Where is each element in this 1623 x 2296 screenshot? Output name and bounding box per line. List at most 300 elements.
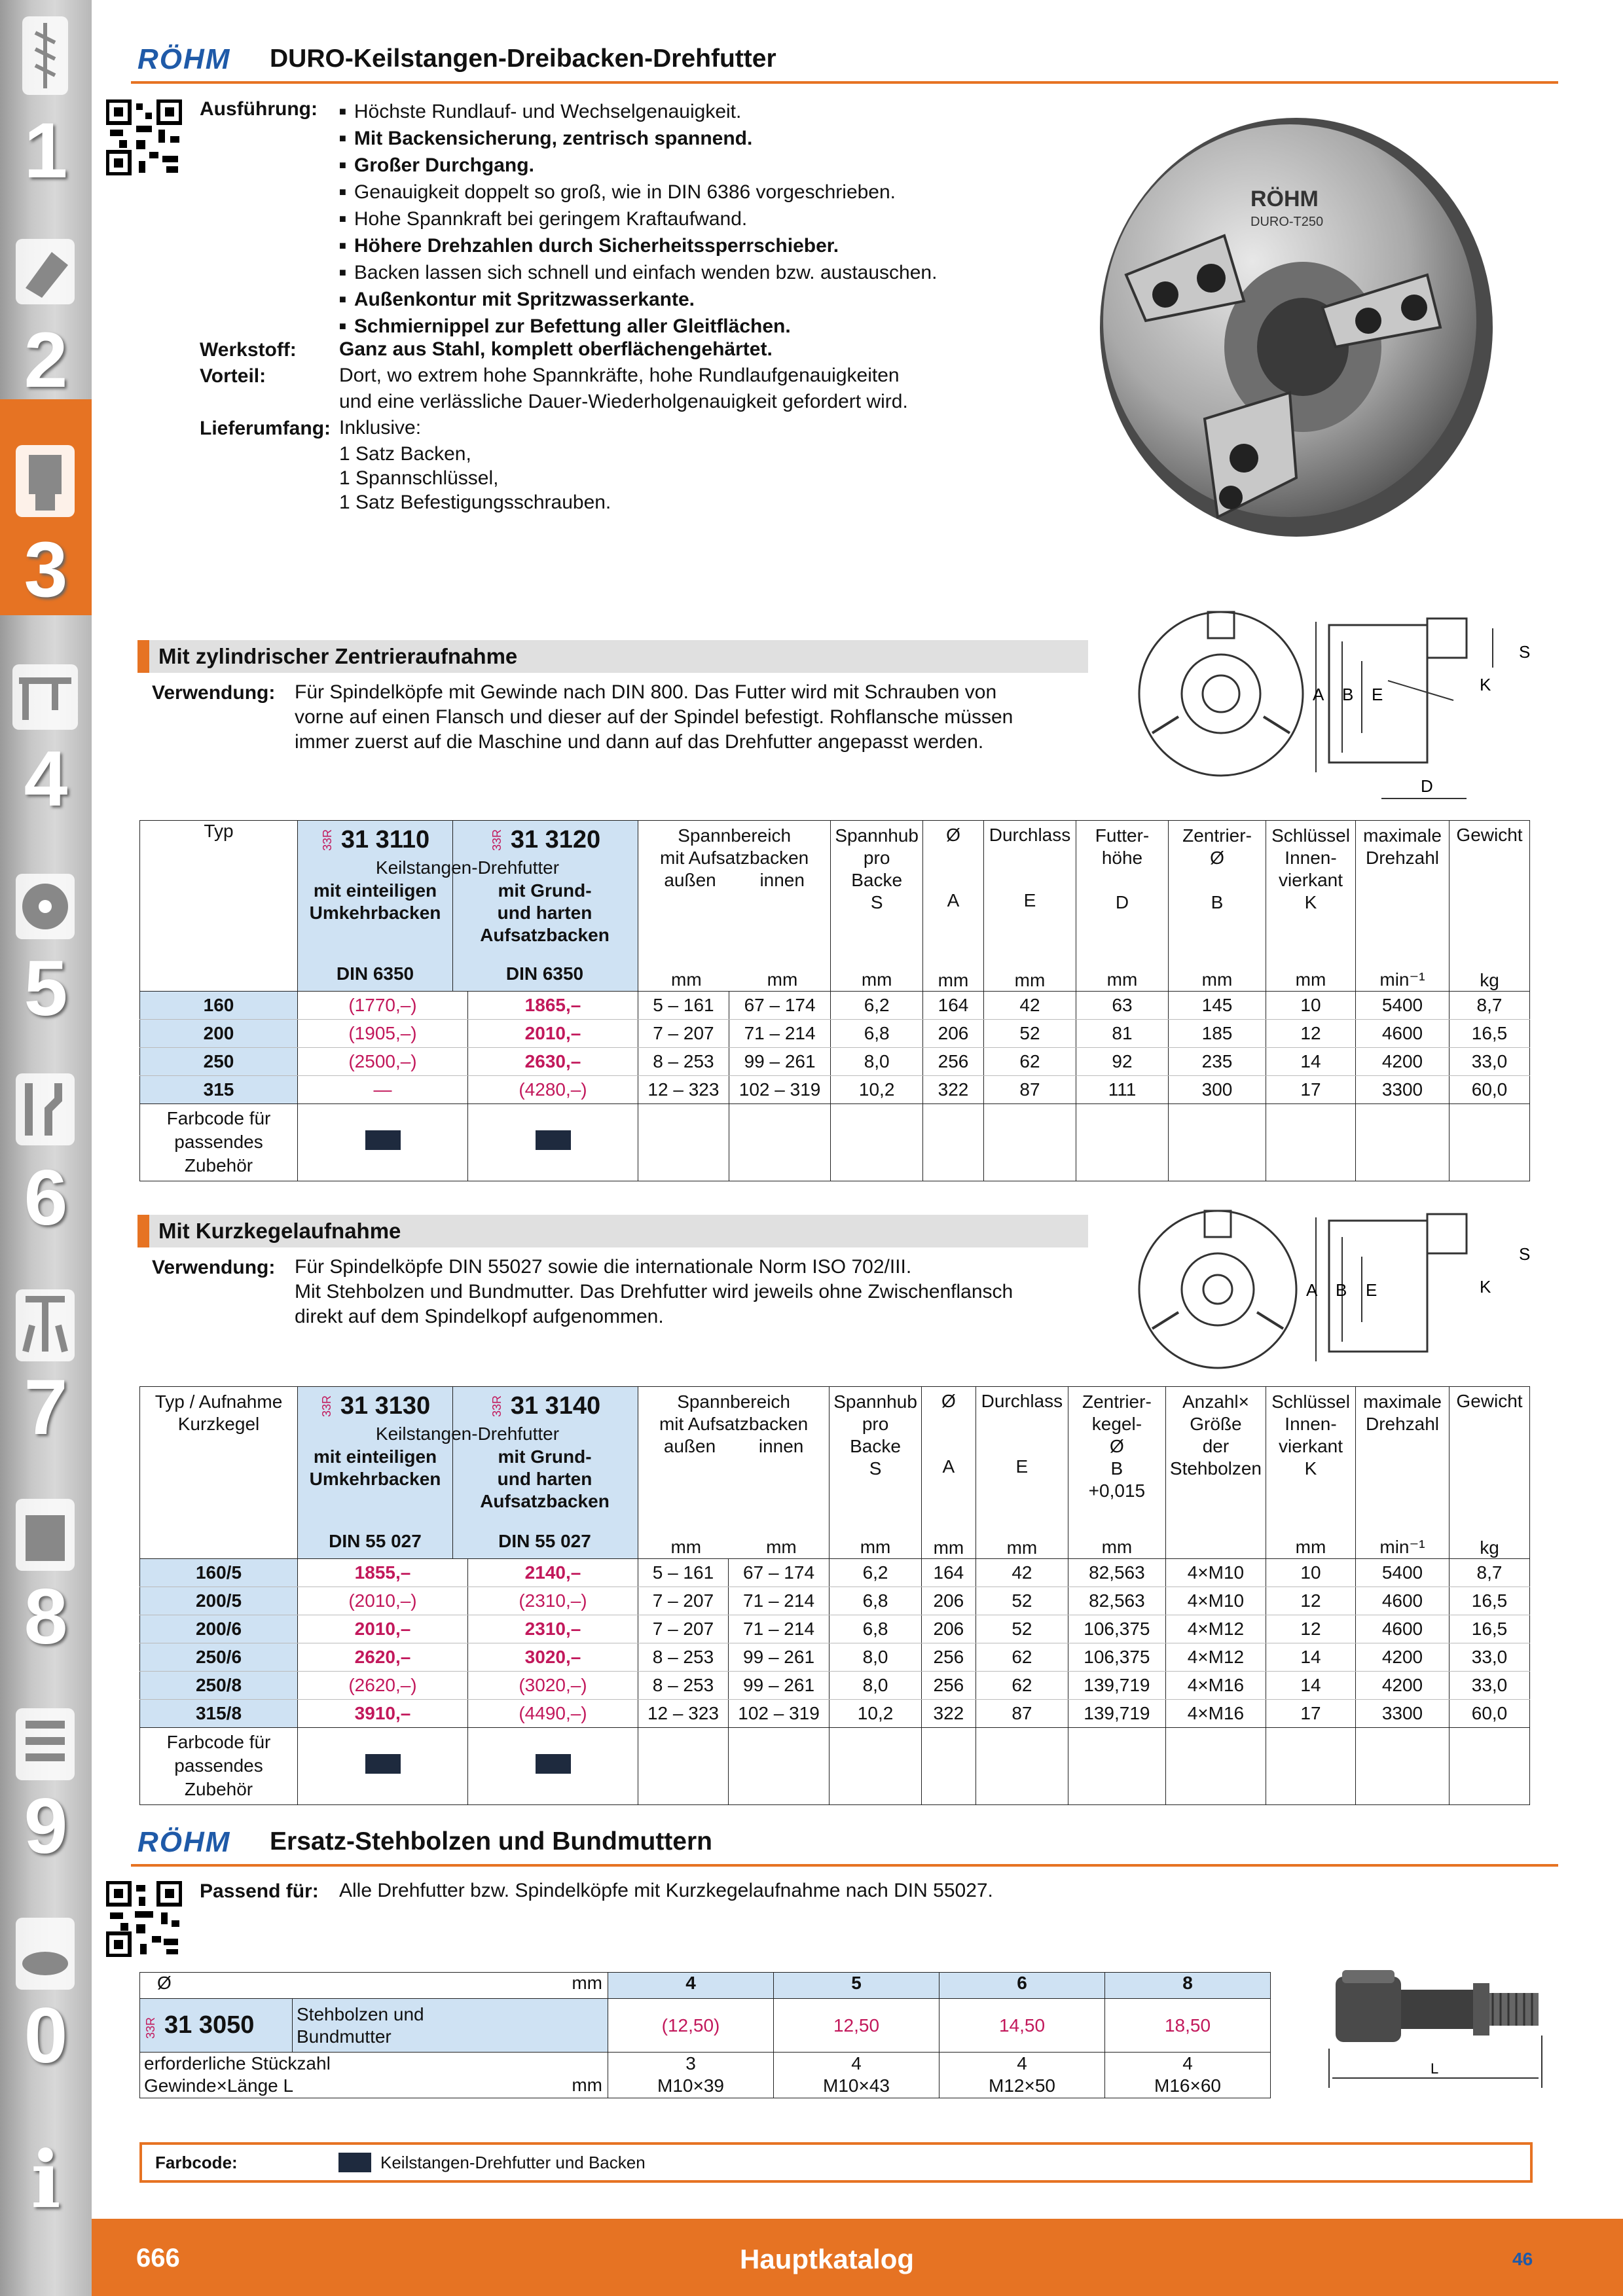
table-cell: 111: [1076, 1076, 1169, 1104]
table-cell: 4200: [1356, 1048, 1450, 1076]
feature-item: ■ Backen lassen sich schnell und einfach wenden bzw. austauschen.: [339, 259, 937, 286]
footer-index: 46: [1512, 2249, 1533, 2269]
liefer-line-3: 1 Spannschlüssel,: [339, 467, 499, 489]
row-type: 315/8: [140, 1700, 298, 1728]
table-cell: 62: [976, 1672, 1068, 1700]
table-cell: 3300: [1356, 1076, 1450, 1104]
chapter-6-number[interactable]: 6: [24, 1154, 68, 1242]
chuck-brand-text: RÖHM: [1250, 187, 1319, 211]
table-cell: 106,375: [1068, 1615, 1165, 1643]
stb-price-1: (12,50): [608, 1999, 774, 2053]
roehm-logo: RÖHM: [137, 43, 231, 75]
kurz-th-schl: Schlüssel Innen- vierkant K mm: [1266, 1387, 1356, 1559]
table-cell: 14: [1266, 1643, 1356, 1672]
table-cell: 8,0: [830, 1672, 922, 1700]
zyl-innen: innen: [759, 870, 805, 890]
stb-desc: Stehbolzen und Bundmutter: [293, 1999, 608, 2053]
table-cell: 10: [1266, 1559, 1356, 1587]
werkstoff-value: Ganz aus Stahl, komplett oberflächengehärtet.: [339, 338, 773, 360]
stb-stk-2: 4: [851, 2053, 862, 2073]
chapter-5-number[interactable]: 5: [24, 944, 68, 1032]
feature-item: ■ Höhere Drehzahlen durch Sicherheitssperrschieber.: [339, 232, 937, 259]
table-cell: 4×M10: [1165, 1587, 1266, 1615]
row-type: 200/6: [140, 1615, 298, 1643]
kurz-th-max: maximale Drehzahl min⁻¹: [1356, 1387, 1450, 1559]
stb-gew-4: M16×60: [1154, 2075, 1221, 2096]
zyl-farb-label: Farbcode für passendes Zubehör: [140, 1104, 298, 1181]
table-cell: 6,8: [831, 1020, 923, 1048]
table-cell: (1905,–): [298, 1020, 468, 1048]
stb-stk-3: 4: [1017, 2053, 1027, 2073]
table-cell: 1865,–: [468, 992, 638, 1020]
table-row: [140, 1020, 1530, 1048]
zyl-v2a: mit Grund-: [498, 880, 592, 901]
kurz-verwendung-3: direkt auf dem Spindelkopf aufgenommen.: [295, 1306, 664, 1327]
table-cell: 16,5: [1450, 1615, 1530, 1643]
chapter-2-number[interactable]: 2: [24, 316, 68, 404]
zyl-dim-s: S: [1519, 642, 1531, 662]
vorteil-label: Vorteil:: [200, 365, 266, 387]
table-cell: 4600: [1356, 1615, 1450, 1643]
table-cell: 7 – 207: [638, 1615, 729, 1643]
table-cell: 14: [1266, 1048, 1356, 1076]
table-cell: 3300: [1356, 1700, 1450, 1728]
ausfuehrung-label: Ausführung:: [200, 98, 318, 120]
stb-gew-label: Gewinde×Länge L: [144, 2075, 294, 2096]
table-cell: 106,375: [1068, 1643, 1165, 1672]
zyl-swatch-1: [365, 1130, 401, 1150]
table-cell: 60,0: [1450, 1076, 1530, 1104]
row-type: 315: [140, 1076, 298, 1104]
kurz-verwendung-label: Verwendung:: [152, 1257, 276, 1278]
table-cell: 256: [921, 1643, 976, 1672]
zyl-v2c: Aufsatzbacken: [480, 925, 610, 945]
zyl-table: [139, 820, 1530, 1181]
table-cell: 10,2: [830, 1700, 922, 1728]
table-cell: 4200: [1356, 1672, 1450, 1700]
zyl-technical-drawing: [1126, 602, 1545, 805]
zyl-v1b: Umkehrbacken: [309, 903, 441, 923]
qr-code-icon[interactable]: [106, 99, 182, 175]
table-cell: 2010,–: [298, 1615, 468, 1643]
table-cell: 42: [976, 1559, 1068, 1587]
chapter-sidebar: [0, 0, 92, 2296]
zyl-th-spann: [638, 821, 831, 992]
feature-item: ■ Außenkontur mit Spritzwasserkante.: [339, 286, 937, 313]
table-row: [140, 1587, 1530, 1615]
table-cell: 8,0: [830, 1643, 922, 1672]
zyl-tag-1: 33R: [320, 829, 334, 852]
table-cell: 71 – 214: [728, 1587, 829, 1615]
footer-bar: [92, 2219, 1623, 2296]
info-icon[interactable]: i: [31, 2133, 61, 2226]
table-cell: 4600: [1356, 1587, 1450, 1615]
zyl-v1a: mit einteiligen: [313, 880, 437, 901]
table-cell: 2140,–: [468, 1559, 638, 1587]
stb-stk-4: 4: [1182, 2053, 1193, 2073]
stb-label-cell: [140, 2053, 608, 2098]
table-cell: (2010,–): [298, 1587, 468, 1615]
kurz-dim-e: E: [1366, 1280, 1377, 1300]
zyl-th-typ: Typ: [140, 821, 298, 992]
werkstoff-label: Werkstoff:: [200, 339, 297, 361]
kurz-farb-row: [140, 1728, 1530, 1805]
table-cell: 33,0: [1450, 1048, 1530, 1076]
table-cell: 6,2: [831, 992, 923, 1020]
zyl-aussen: außen: [664, 870, 716, 890]
table-cell: 322: [921, 1700, 976, 1728]
table-cell: 8,7: [1450, 992, 1530, 1020]
zyl-verwendung-3: immer zuerst auf die Maschine und dann auf das Drehfutter angepasst werden.: [295, 731, 984, 753]
row-type: 200/5: [140, 1587, 298, 1615]
kurz-technical-drawing: [1126, 1198, 1545, 1374]
table-cell: 6,2: [830, 1559, 922, 1587]
table-cell: 145: [1169, 992, 1266, 1020]
table-cell: 12: [1266, 1587, 1356, 1615]
kurz-th-typ: Typ / Aufnahme Kurzkegel: [140, 1387, 298, 1559]
stb-price-3: 14,50: [939, 1999, 1105, 2053]
table-cell: 4×M16: [1165, 1672, 1266, 1700]
table-cell: 256: [923, 1048, 984, 1076]
zyl-dim-a: A: [1313, 685, 1324, 704]
table-cell: 14: [1266, 1672, 1356, 1700]
zyl-farb-row: [140, 1104, 1530, 1181]
table-cell: 42: [984, 992, 1076, 1020]
table-cell: 4×M16: [1165, 1700, 1266, 1728]
feature-list: [339, 98, 937, 340]
vorteil-line-1: Dort, wo extrem hohe Spannkräfte, hohe Rundlaufgenauigkeiten: [339, 365, 900, 386]
stb-nr: 31 3050: [164, 2011, 255, 2039]
stb-gew-3: M12×50: [989, 2075, 1055, 2096]
table-cell: 87: [984, 1076, 1076, 1104]
drill-icon[interactable]: [7, 7, 84, 105]
table-cell: 8,0: [831, 1048, 923, 1076]
table-cell: 5 – 161: [638, 1559, 729, 1587]
table-cell: 87: [976, 1700, 1068, 1728]
zyl-spann-2: mit Aufsatzbacken: [660, 848, 809, 868]
table-cell: —: [298, 1076, 468, 1104]
table-cell: 3910,–: [298, 1700, 468, 1728]
zyl-din2: DIN 6350: [505, 963, 584, 984]
zyl-keil-label: Keilstangen-Drehfutter: [375, 857, 560, 878]
zyl-th-schl: Schlüssel Innen- vierkant K mm: [1266, 821, 1356, 992]
zyl-th-zentr: Zentrier- Ø B mm: [1169, 821, 1266, 992]
kurz-verwendung-1: Für Spindelköpfe DIN 55027 sowie die internationale Norm ISO 702/III.: [295, 1256, 912, 1278]
stb-stk-label: erforderliche Stückzahl: [144, 2053, 331, 2073]
stb-gew-unit: mm: [572, 2075, 602, 2095]
table-cell: 3020,–: [468, 1643, 638, 1672]
section-title-2: Ersatz-Stehbolzen und Bundmuttern: [270, 1827, 712, 1856]
zyl-v2b: und harten: [497, 903, 593, 923]
table-cell: 8 – 253: [638, 1048, 729, 1076]
table-cell: 12: [1266, 1020, 1356, 1048]
liefer-line-2: 1 Satz Backen,: [339, 443, 471, 465]
table-cell: 2310,–: [468, 1615, 638, 1643]
table-cell: 8 – 253: [638, 1672, 729, 1700]
kurz-th-anz: Anzahl× Größe der Stehbolzen: [1165, 1387, 1266, 1559]
zyl-subheading: Mit zylindrischer Zentrieraufnahme: [137, 640, 1088, 673]
zyl-spann-1: Spannbereich: [678, 825, 792, 846]
table-cell: 4600: [1356, 1020, 1450, 1048]
table-cell: 256: [921, 1672, 976, 1700]
kurz-th-zentr: Zentrier- kegel- Ø B +0,015 mm: [1068, 1387, 1165, 1559]
kurz-dim-a: A: [1306, 1280, 1318, 1300]
chapter-3-number[interactable]: 3: [24, 526, 68, 613]
kurz-keil-label: Keilstangen-Drehfutter: [375, 1424, 560, 1444]
row-type: 250/6: [140, 1643, 298, 1672]
table-cell: (4490,–): [468, 1700, 638, 1728]
table-cell: 67 – 174: [729, 992, 830, 1020]
table-cell: 5400: [1356, 992, 1450, 1020]
table-cell: 99 – 261: [729, 1048, 830, 1076]
table-cell: (2620,–): [298, 1672, 468, 1700]
table-cell: 62: [984, 1048, 1076, 1076]
table-cell: 12 – 323: [638, 1076, 729, 1104]
table-cell: 5400: [1356, 1559, 1450, 1587]
table-cell: 52: [984, 1020, 1076, 1048]
chapter-9-number[interactable]: 9: [24, 1782, 68, 1870]
chuck-icon[interactable]: [7, 432, 84, 530]
kurz-dim-s: S: [1519, 1244, 1531, 1264]
zyl-swatch-2: [536, 1130, 571, 1150]
table-cell: 12 – 323: [638, 1700, 729, 1728]
chapter-8-number[interactable]: 8: [24, 1573, 68, 1660]
kurz-dim-b: B: [1336, 1280, 1347, 1300]
kurz-th-durch: Durchlass E mm: [976, 1387, 1068, 1559]
feature-item: ■ Höchste Rundlauf- und Wechselgenauigkeit.: [339, 98, 937, 125]
table-cell: 16,5: [1450, 1587, 1530, 1615]
table-cell: 4×M10: [1165, 1559, 1266, 1587]
table-cell: 8,7: [1450, 1559, 1530, 1587]
table-cell: 7 – 207: [638, 1587, 729, 1615]
liefer-line-4: 1 Satz Befestigungsschrauben.: [339, 492, 611, 513]
zyl-th-durch: Durchlass E mm: [984, 821, 1076, 992]
kurz-th-gew: Gewicht kg: [1450, 1387, 1530, 1559]
table-cell: 185: [1169, 1020, 1266, 1048]
stb-size-1: 4: [608, 1973, 774, 1999]
farbcode-swatch: [338, 2153, 371, 2172]
stehbolzen-table: [139, 1972, 1271, 2098]
table-cell: 6,8: [830, 1615, 922, 1643]
table-cell: 12: [1266, 1615, 1356, 1643]
zyl-u1: mm: [671, 969, 702, 990]
row-type: 250/8: [140, 1672, 298, 1700]
table-cell: 6,8: [830, 1587, 922, 1615]
insert-icon[interactable]: [7, 223, 84, 321]
kurz-th-hub: Spannhub pro Backe S mm: [830, 1387, 922, 1559]
table-cell: 2620,–: [298, 1643, 468, 1672]
zyl-verwendung-1: Für Spindelköpfe mit Gewinde nach DIN 800. Das Futter wird mit Schrauben von: [295, 681, 997, 703]
qr-code-icon-2[interactable]: [106, 1881, 182, 1957]
table-cell: 60,0: [1450, 1700, 1530, 1728]
table-row: [140, 1643, 1530, 1672]
chapter-0-number[interactable]: 0: [24, 1992, 68, 2079]
zyl-th-max: maximale Drehzahl min⁻¹: [1356, 821, 1450, 992]
kurz-nr-2: 31 3140: [510, 1392, 601, 1420]
stb-price-2: 12,50: [774, 1999, 939, 2053]
table-cell: 4×M12: [1165, 1643, 1266, 1672]
page-number: 666: [136, 2244, 180, 2272]
kurz-nr-1: 31 3130: [340, 1392, 431, 1420]
stb-stk-1: 3: [685, 2053, 696, 2073]
kurz-farb-label: Farbcode für passendes Zubehör: [140, 1728, 298, 1805]
stb-gew-2: M10×43: [823, 2075, 890, 2096]
vorteil-line-2: und eine verlässliche Dauer-Wiederholgenauigkeit gefordert wird.: [339, 391, 908, 412]
zyl-verwendung-label: Verwendung:: [152, 682, 276, 704]
stb-price-4: 18,50: [1105, 1999, 1271, 2053]
table-row: [140, 1076, 1530, 1104]
zyl-th-hub: Spannhub pro Backe S mm: [831, 821, 923, 992]
zyl-th-futter: Futter- höhe D mm: [1076, 821, 1169, 992]
zyl-verwendung-2: vorne auf einen Flansch und dieser auf der Spindel befestigt. Rohflansche müssen: [295, 706, 1013, 728]
feature-item: ■ Großer Durchgang.: [339, 152, 937, 179]
table-cell: 2630,–: [468, 1048, 638, 1076]
chapter-4-number[interactable]: 4: [24, 735, 68, 823]
table-row: [140, 1672, 1530, 1700]
zyl-dim-e: E: [1372, 685, 1383, 704]
table-cell: 10,2: [831, 1076, 923, 1104]
zyl-dim-k: K: [1480, 675, 1491, 694]
table-cell: 67 – 174: [728, 1559, 829, 1587]
table-cell: 17: [1266, 1700, 1356, 1728]
table-cell: 63: [1076, 992, 1169, 1020]
table-cell: (1770,–): [298, 992, 468, 1020]
table-cell: 206: [921, 1587, 976, 1615]
zyl-th-gew: Gewicht kg: [1450, 821, 1530, 992]
table-row: [140, 1700, 1530, 1728]
chuck-model-text: DURO-T250: [1250, 215, 1324, 229]
zyl-dim-d: D: [1421, 776, 1433, 796]
zyl-din1: DIN 6350: [336, 963, 414, 984]
table-row: [140, 992, 1530, 1020]
table-cell: 4200: [1356, 1643, 1450, 1672]
table-cell: 300: [1169, 1076, 1266, 1104]
table-cell: 81: [1076, 1020, 1169, 1048]
bolt-dim-l: L: [1431, 2060, 1439, 2077]
table-cell: 206: [923, 1020, 984, 1048]
chuck-product-image: [1087, 111, 1493, 583]
kurz-table: [139, 1386, 1530, 1805]
table-cell: 139,719: [1068, 1672, 1165, 1700]
table-cell: 52: [976, 1587, 1068, 1615]
feature-item: ■ Hohe Spannkraft bei geringem Kraftaufwand.: [339, 206, 937, 232]
feature-item: ■ Mit Backensicherung, zentrisch spannend.: [339, 125, 937, 152]
table-cell: 99 – 261: [728, 1672, 829, 1700]
kurz-swatch-1: [365, 1754, 401, 1774]
kurz-swatch-2: [536, 1754, 571, 1774]
table-cell: 33,0: [1450, 1672, 1530, 1700]
stehbolzen-image: [1316, 1957, 1558, 2108]
table-cell: 52: [976, 1615, 1068, 1643]
stb-size-3: 6: [939, 1973, 1105, 1999]
zyl-nr-2: 31 3120: [510, 826, 601, 853]
table-row: [140, 1615, 1530, 1643]
chapter-7-number[interactable]: 7: [24, 1363, 68, 1451]
kurz-verwendung-2: Mit Stehbolzen und Bundmutter. Das Drehfutter wird jeweils ohne Zwischenflansch: [295, 1281, 1013, 1302]
header-rule-2: [131, 1864, 1558, 1867]
zyl-u2: mm: [767, 969, 798, 990]
table-cell: 71 – 214: [728, 1615, 829, 1643]
table-cell: 7 – 207: [638, 1020, 729, 1048]
row-type: 250: [140, 1048, 298, 1076]
table-cell: 10: [1266, 992, 1356, 1020]
stb-dia-header: Ø mm: [140, 1973, 608, 1999]
feature-item: ■ Genauigkeit doppelt so groß, wie in DIN 6386 vorgeschrieben.: [339, 179, 937, 206]
kurz-din1: DIN 55 027: [329, 1531, 422, 1551]
row-type: 200: [140, 1020, 298, 1048]
kurz-th-dia: Ø A mm: [921, 1387, 976, 1559]
feature-item: ■ Schmiernippel zur Befettung aller Gleitflächen.: [339, 313, 937, 340]
footer-title: Hauptkatalog: [740, 2244, 915, 2274]
table-cell: 2010,–: [468, 1020, 638, 1048]
table-cell: 5 – 161: [638, 992, 729, 1020]
table-cell: 82,563: [1068, 1587, 1165, 1615]
zyl-nr-1: 31 3110: [340, 826, 430, 853]
liefer-line-1: Inklusive:: [339, 417, 422, 439]
table-cell: (4280,–): [468, 1076, 638, 1104]
table-cell: 139,719: [1068, 1700, 1165, 1728]
table-cell: 33,0: [1450, 1643, 1530, 1672]
stb-size-2: 5: [774, 1973, 939, 1999]
table-cell: 62: [976, 1643, 1068, 1672]
table-cell: 92: [1076, 1048, 1169, 1076]
table-cell: 322: [923, 1076, 984, 1104]
stb-gew-1: M10×39: [657, 2075, 724, 2096]
table-cell: 71 – 214: [729, 1020, 830, 1048]
zyl-tag-2: 33R: [490, 829, 503, 852]
table-cell: (3020,–): [468, 1672, 638, 1700]
kurz-subheading: Mit Kurzkegelaufnahme: [137, 1215, 1088, 1247]
table-cell: 17: [1266, 1076, 1356, 1104]
kurz-th-products: 33R 31 3130 33R 31 3140 Keilstangen-Drehfutter mit einteiligen Umkehrbacken mit Grund- und harten Aufsatzbacken DIN 55 027 DIN 55 027: [298, 1387, 638, 1559]
table-cell: 164: [921, 1559, 976, 1587]
table-cell: 8 – 253: [638, 1643, 729, 1672]
header-rule: [131, 81, 1558, 84]
zyl-dim-b: B: [1342, 685, 1354, 704]
table-cell: 1855,–: [298, 1559, 468, 1587]
table-cell: (2500,–): [298, 1048, 468, 1076]
zyl-th-dia: Ø A mm: [923, 821, 984, 992]
table-cell: 82,563: [1068, 1559, 1165, 1587]
kurz-th-spann: Spannbereich mit Aufsatzbacken außen innen mm mm: [638, 1387, 830, 1559]
table-cell: 99 – 261: [728, 1643, 829, 1672]
wrench-icon[interactable]: [7, 1060, 84, 1158]
kurz-dim-k: K: [1480, 1277, 1491, 1297]
table-cell: (2310,–): [468, 1587, 638, 1615]
chapter-1-number[interactable]: 1: [24, 107, 68, 194]
passend-label: Passend für:: [200, 1880, 319, 1902]
section-title: DURO-Keilstangen-Dreibacken-Drehfutter: [270, 45, 776, 73]
farbcode-label: Farbcode:: [155, 2153, 238, 2172]
stb-size-4: 8: [1105, 1973, 1271, 1999]
zyl-th-products: [298, 821, 638, 992]
table-cell: 206: [921, 1615, 976, 1643]
table-cell: 102 – 319: [728, 1700, 829, 1728]
roehm-logo-2: RÖHM: [137, 1826, 231, 1858]
farbcode-box: [139, 2142, 1533, 2183]
table-row: [140, 1048, 1530, 1076]
row-type: 160/5: [140, 1559, 298, 1587]
lieferumfang-label: Lieferumfang:: [200, 418, 331, 439]
kurz-din2: DIN 55 027: [498, 1531, 591, 1551]
table-cell: 102 – 319: [729, 1076, 830, 1104]
table-row: [140, 1559, 1530, 1587]
stb-nr-cell: 33R 31 3050: [140, 1999, 293, 2053]
table-cell: 16,5: [1450, 1020, 1530, 1048]
farbcode-text: Keilstangen-Drehfutter und Backen: [380, 2153, 646, 2172]
row-type: 160: [140, 992, 298, 1020]
table-cell: 4×M12: [1165, 1615, 1266, 1643]
